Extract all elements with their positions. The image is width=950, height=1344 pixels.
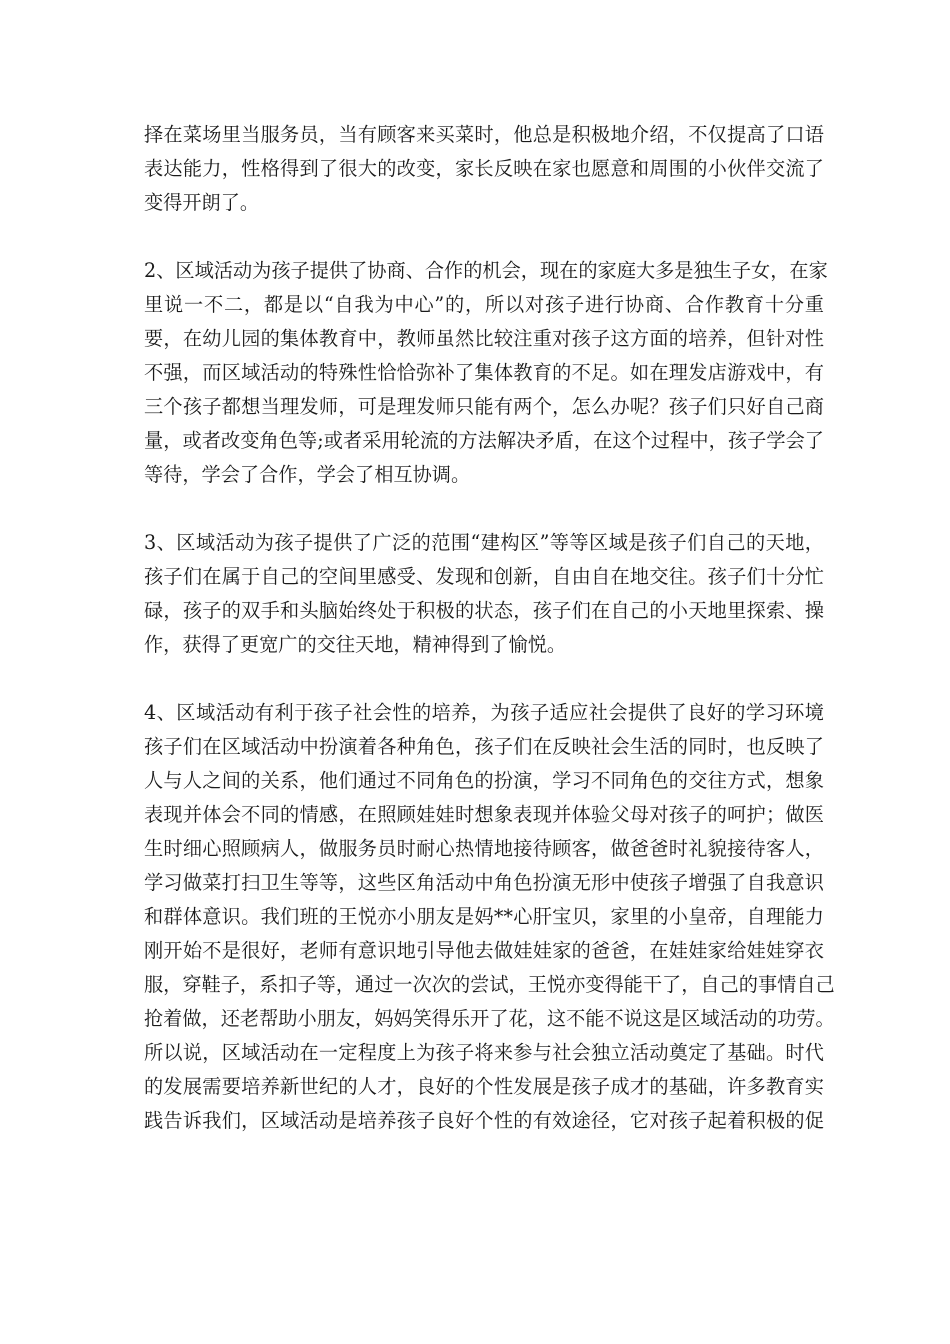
- text-line: 4、区域活动有利于孩子社会性的培养，为孩子适应社会提供了良好的学习环境: [144, 701, 824, 724]
- paragraph-2: [144, 254, 828, 492]
- text-line: 要，在幼儿园的集体教育中，教师虽然比较注重对孩子这方面的培养，但针对性: [144, 327, 824, 350]
- text-line: 学习做菜打扫卫生等等，这些区角活动中角色扮演无形中使孩子增强了自我意识: [144, 871, 824, 894]
- text-line: 2、区域活动为孩子提供了协商、合作的机会，现在的家庭大多是独生子女，在家: [144, 259, 828, 282]
- text-line: 三个孩子都想当理发师，可是理发师只能有两个，怎么办呢？孩子们只好自己商: [144, 395, 824, 418]
- paragraph-1: [144, 118, 824, 220]
- text-line: 量，或者改变角色等;或者采用轮流的方法解决矛盾，在这个过程中，孩子学会了: [144, 429, 824, 452]
- document-body: [144, 118, 835, 1138]
- paragraph-gap: [144, 492, 824, 526]
- paragraph-gap: [144, 662, 824, 696]
- paragraph-3: [144, 526, 824, 662]
- text-line: 碌，孩子的双手和头脑始终处于积极的状态，孩子们在自己的小天地里探索、操: [144, 599, 824, 622]
- text-line: 生时细心照顾病人，做服务员时耐心热情地接待顾客，做爸爸时礼貌接待客人，: [144, 837, 824, 860]
- text-line: 不强，而区域活动的特殊性恰恰弥补了集体教育的不足。如在理发店游戏中，有: [144, 361, 824, 384]
- text-line: 表现并体会不同的情感，在照顾娃娃时想象表现并体验父母对孩子的呵护；做医: [144, 803, 824, 826]
- text-line: 变得开朗了。: [144, 191, 260, 214]
- paragraph-gap: [144, 220, 824, 254]
- text-line: 抢着做，还老帮助小朋友，妈妈笑得乐开了花，这不能不说这是区域活动的功劳。: [144, 1007, 835, 1030]
- text-line: 表达能力，性格得到了很大的改变，家长反映在家也愿意和周围的小伙伴交流了: [144, 157, 824, 180]
- text-line: 3、区域活动为孩子提供了广泛的范围“建构区”等等区域是孩子们自己的天地，: [144, 531, 824, 554]
- text-line: 孩子们在区域活动中扮演着各种角色，孩子们在反映社会生活的同时，也反映了: [144, 735, 824, 758]
- text-line: 践告诉我们，区域活动是培养孩子良好个性的有效途径，它对孩子起着积极的促: [144, 1109, 824, 1132]
- paragraph-4: [144, 696, 835, 1138]
- text-line: 的发展需要培养新世纪的人才，良好的个性发展是孩子成才的基础，许多教育实: [144, 1075, 824, 1098]
- text-line: 孩子们在属于自己的空间里感受、发现和创新，自由自在地交往。孩子们十分忙: [144, 565, 824, 588]
- text-line: 作，获得了更宽广的交往天地，精神得到了愉悦。: [144, 633, 567, 656]
- text-line: 人与人之间的关系，他们通过不同角色的扮演，学习不同角色的交往方式，想象: [144, 769, 824, 792]
- text-line: 所以说，区域活动在一定程度上为孩子将来参与社会独立活动奠定了基础。时代: [144, 1041, 824, 1064]
- text-line: 等待，学会了合作，学会了相互协调。: [144, 463, 471, 486]
- text-line: 里说一不二，都是以“自我为中心”的，所以对孩子进行协商、合作教育十分重: [144, 293, 824, 316]
- text-line: 择在菜场里当服务员，当有顾客来买菜时，他总是积极地介绍，不仅提高了口语: [144, 123, 824, 146]
- text-line: 和群体意识。我们班的王悦亦小朋友是妈**心肝宝贝，家里的小皇帝，自理能力: [144, 905, 824, 928]
- text-line: 服，穿鞋子，系扣子等，通过一次次的尝试，王悦亦变得能干了，自己的事情自己: [144, 973, 835, 996]
- text-line: 刚开始不是很好，老师有意识地引导他去做娃娃家的爸爸，在娃娃家给娃娃穿衣: [144, 939, 824, 962]
